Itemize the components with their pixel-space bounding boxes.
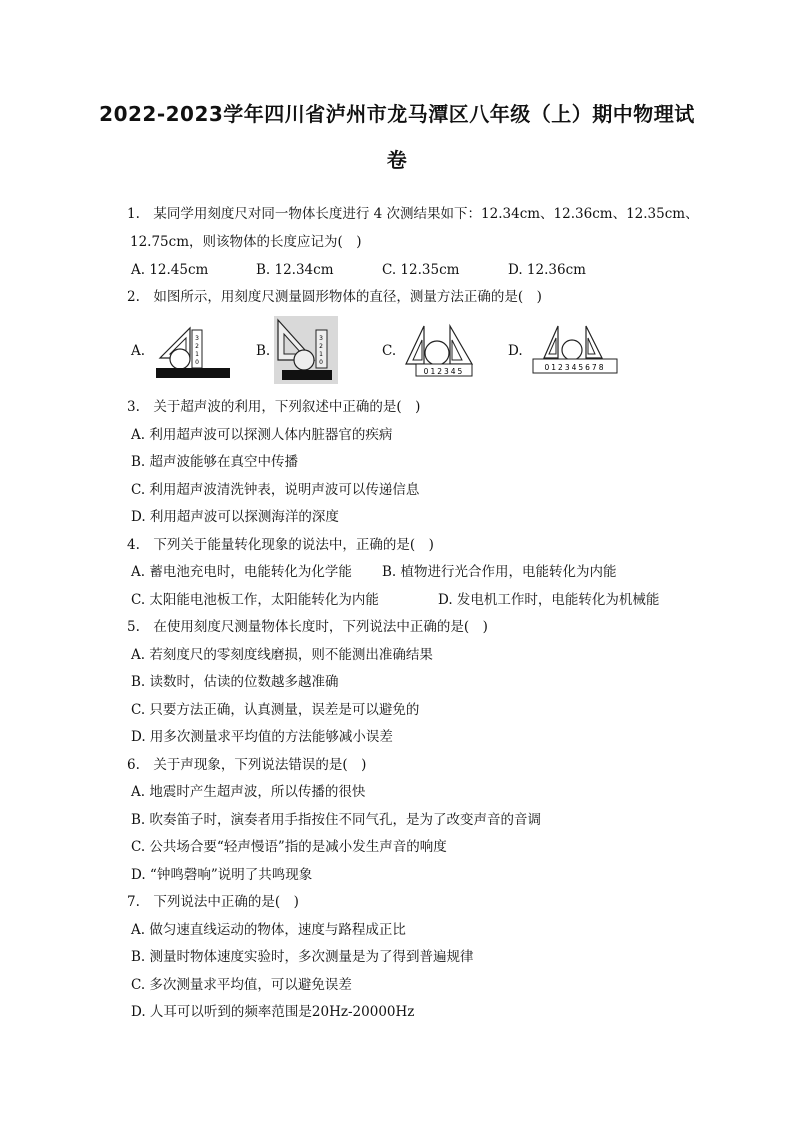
q2-figure-a xyxy=(150,322,232,380)
q1-option-c: C. 12.35cm xyxy=(382,262,460,278)
q7-option-a: A. 做匀速直线运动的物体，速度与路程成正比 xyxy=(131,922,406,938)
q3-option-b: B. 超声波能够在真空中传播 xyxy=(131,454,299,470)
svg-text:012345: 012345 xyxy=(423,367,465,376)
q1-option-d: D. 12.36cm xyxy=(508,262,586,278)
q1-option-a: A. 12.45cm xyxy=(131,262,209,278)
svg-text:3: 3 xyxy=(195,335,199,342)
q7-option-c: C. 多次测量求平均值，可以避免误差 xyxy=(131,977,352,993)
svg-text:0: 0 xyxy=(319,359,323,366)
q6-option-d: D. “钟鸣磬响”说明了共鸣现象 xyxy=(131,867,313,883)
q2-figure-b xyxy=(274,316,338,384)
q3-option-a: A. 利用超声波可以探测人体内脏器官的疾病 xyxy=(131,427,393,443)
q2-option-b-label: B. xyxy=(256,343,271,359)
q1-stem-line2: 12.75cm，则该物体的长度应记为( ) xyxy=(130,234,362,250)
q7-option-d: D. 人耳可以听到的频率范围是20Hz-20000Hz xyxy=(131,1004,415,1020)
svg-text:2: 2 xyxy=(319,343,323,350)
q7-stem: 7. 下列说法中正确的是( ) xyxy=(127,894,299,910)
q6-option-c: C. 公共场合要“轻声慢语”指的是减小发生声音的响度 xyxy=(131,839,447,855)
q2-stem: 2. 如图所示，用刻度尺测量圆形物体的直径，测量方法正确的是( ) xyxy=(127,289,542,305)
q4-option-d: D. 发电机工作时，电能转化为机械能 xyxy=(438,592,660,608)
svg-text:1: 1 xyxy=(195,351,199,358)
q6-stem: 6. 关于声现象，下列说法错误的是( ) xyxy=(127,757,367,773)
q4-stem: 4. 下列关于能量转化现象的说法中，正确的是( ) xyxy=(127,537,434,553)
q2-figure-c xyxy=(402,322,478,378)
q5-stem: 5. 在使用刻度尺测量物体长度时，下列说法中正确的是( ) xyxy=(127,619,488,635)
q1-stem-line1: 1. 某同学用刻度尺对同一物体长度进行 4 次测结果如下：12.34cm、12.36cm、12.35cm、 xyxy=(127,206,699,222)
q6-option-b: B. 吹奏笛子时，演奏者用手指按住不同气孔，是为了改变声音的音调 xyxy=(131,812,542,828)
q7-option-b: B. 测量时物体速度实验时，多次测量是为了得到普遍规律 xyxy=(131,949,474,965)
q6-option-a: A. 地震时产生超声波，所以传播的很快 xyxy=(131,784,366,800)
q2-option-c-label: C. xyxy=(382,343,397,359)
title-line-2: 卷 xyxy=(386,148,408,172)
q5-option-b: B. 读数时，估读的位数越多越准确 xyxy=(131,674,339,690)
svg-text:3: 3 xyxy=(319,335,323,342)
q2-option-a-label: A. xyxy=(131,343,146,359)
q1-option-b: B. 12.34cm xyxy=(256,262,334,278)
q3-stem: 3. 关于超声波的利用，下列叙述中正确的是( ) xyxy=(127,399,421,415)
q4-option-c: C. 太阳能电池板工作，太阳能转化为内能 xyxy=(131,592,379,608)
svg-text:0: 0 xyxy=(195,359,199,366)
q5-option-c: C. 只要方法正确，认真测量，误差是可以避免的 xyxy=(131,702,420,718)
q3-option-c: C. 利用超声波清洗钟表，说明声波可以传递信息 xyxy=(131,482,420,498)
q4-option-b: B. 植物进行光合作用，电能转化为内能 xyxy=(382,564,617,580)
q3-option-d: D. 利用超声波可以探测海洋的深度 xyxy=(131,509,339,525)
svg-text:2: 2 xyxy=(195,343,199,350)
q5-option-a: A. 若刻度尺的零刻度线磨损，则不能测出准确结果 xyxy=(131,647,433,663)
svg-text:1: 1 xyxy=(319,351,323,358)
svg-text:012345678: 012345678 xyxy=(544,363,606,372)
title-line-1: 2022-2023学年四川省泸州市龙马潭区八年级（上）期中物理试 xyxy=(99,102,695,126)
q4-option-a: A. 蓄电池充电时，电能转化为化学能 xyxy=(131,564,352,580)
q5-option-d: D. 用多次测量求平均值的方法能够减小误差 xyxy=(131,729,393,745)
q2-option-d-label: D. xyxy=(508,343,523,359)
q2-figure-d xyxy=(530,322,620,376)
